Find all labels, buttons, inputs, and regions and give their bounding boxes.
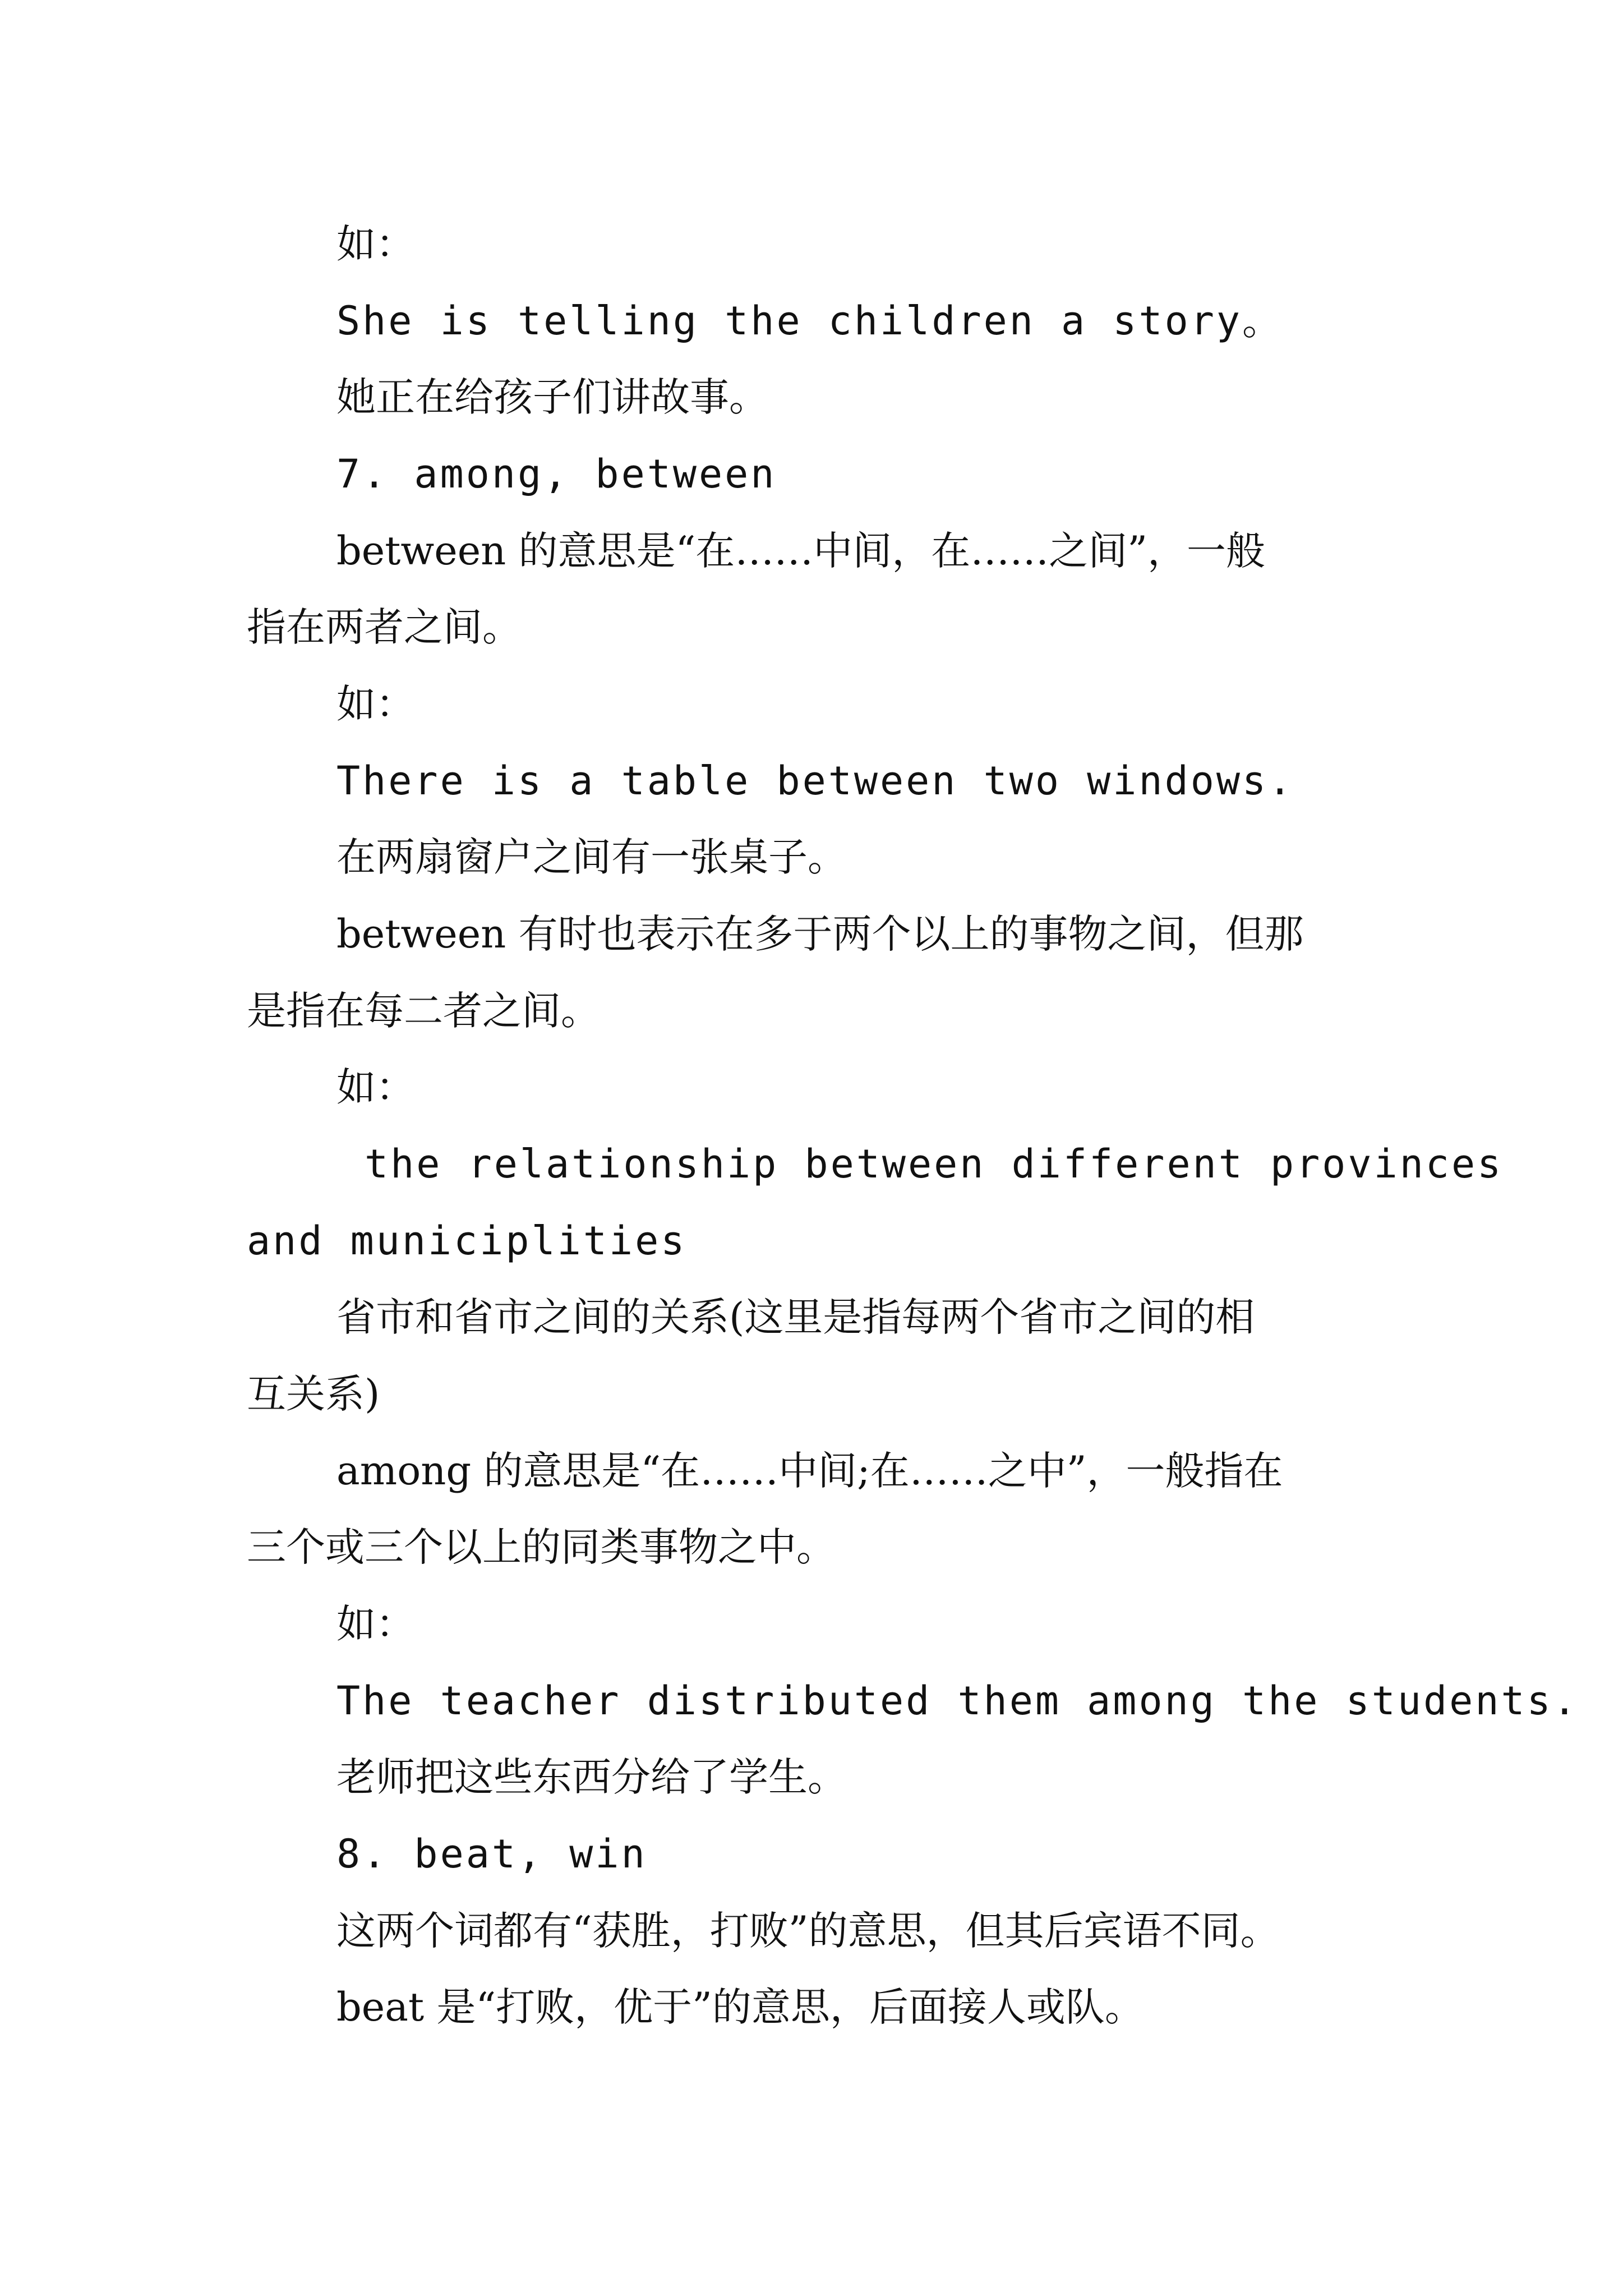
example-label: 如：: [336, 221, 415, 267]
example-translation-zh: 省市和省市之间的关系(这里是指每两个省市之间的相: [336, 1294, 1255, 1340]
example-phrase-en: and municiplities: [247, 1218, 687, 1264]
example-label: 如：: [336, 1601, 415, 1647]
example-translation-zh: 互关系): [247, 1371, 380, 1417]
example-sentence-en: There is a table between two windows.: [336, 758, 1294, 804]
example-sentence-en: She is telling the children a story。: [336, 298, 1284, 344]
paragraph-line: 是指在每二者之间。: [247, 988, 600, 1034]
example-phrase-en: the relationship between different provinces: [365, 1141, 1504, 1187]
example-label: 如：: [336, 1064, 415, 1110]
paragraph-line: among 的意思是“在……中间;在……之中”，一般指在: [336, 1448, 1283, 1494]
example-sentence-zh: 老师把这些东西分给了学生。: [336, 1754, 847, 1800]
example-sentence-zh: 在两扇窗户之间有一张桌子。: [336, 834, 847, 880]
example-label: 如：: [336, 681, 415, 727]
paragraph-line: 这两个词都有“获胜，打败”的意思，但其后宾语不同。: [336, 1908, 1280, 1954]
example-sentence-zh: 她正在给孩子们讲故事。: [336, 374, 768, 420]
paragraph-line: between 的意思是“在……中间，在……之间”，一般: [336, 528, 1266, 574]
section-heading: 7. among, between: [336, 451, 777, 497]
paragraph-line: between 有时也表示在多于两个以上的事物之间，但那: [336, 911, 1304, 957]
paragraph-line: 三个或三个以上的同类事物之中。: [247, 1524, 836, 1570]
section-heading: 8. beat, win: [336, 1831, 647, 1877]
paragraph-line: beat 是“打败，优于”的意思，后面接人或队。: [336, 1984, 1144, 2030]
example-sentence-en: The teacher distributed them among the students.: [336, 1678, 1579, 1724]
paragraph-line: 指在两者之间。: [247, 604, 522, 650]
